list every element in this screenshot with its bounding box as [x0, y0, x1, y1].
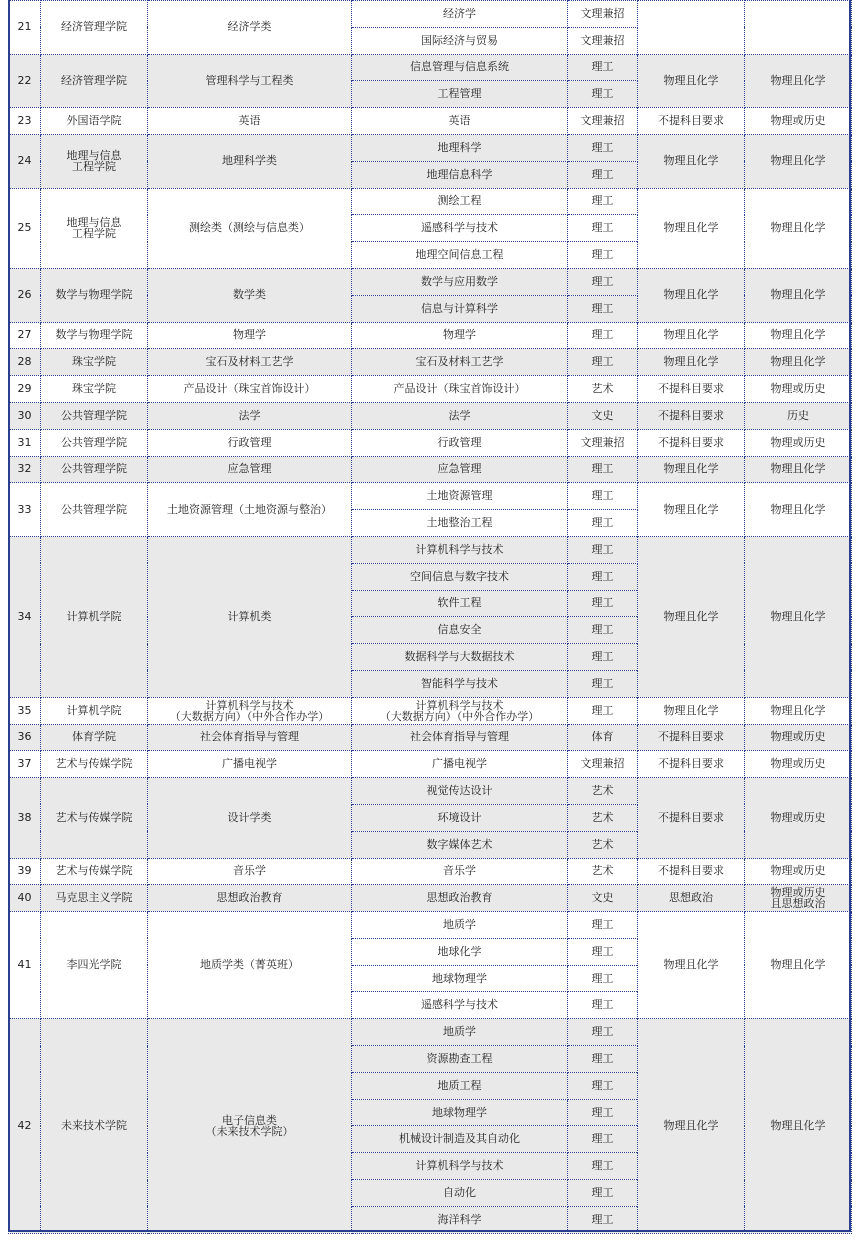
subject-requirement-alt-cell: 物理或历史	[745, 778, 852, 858]
college-cell: 数学与物理学院	[41, 268, 148, 322]
subject-type-cell: 理工	[568, 1099, 638, 1126]
row-number-cell: 36	[9, 724, 41, 751]
subject-type-cell: 理工	[568, 456, 638, 483]
subject-type-cell: 理工	[568, 1019, 638, 1046]
subject-requirement-cell: 物理且化学	[638, 322, 745, 349]
college-cell: 公共管理学院	[41, 402, 148, 429]
major-cell: 社会体育指导与管理	[352, 724, 568, 751]
subject-type-cell: 体育	[568, 724, 638, 751]
subject-requirement-alt-cell	[745, 1, 852, 55]
subject-requirement-cell: 物理且化学	[638, 54, 745, 108]
table-row	[9, 376, 852, 403]
college-cell: 公共管理学院	[41, 456, 148, 483]
major-cell: 地球化学	[352, 938, 568, 965]
row-number-cell: 26	[9, 268, 41, 322]
major-cell: 资源勘查工程	[352, 1046, 568, 1073]
table-row	[9, 536, 852, 563]
row-number-cell: 41	[9, 912, 41, 1019]
subject-requirement-cell: 不提科目要求	[638, 402, 745, 429]
subject-requirement-cell: 物理且化学	[638, 456, 745, 483]
table-row	[9, 54, 852, 81]
major-cell: 地球物理学	[352, 965, 568, 992]
subject-requirement-cell: 物理且化学	[638, 912, 745, 1019]
row-number-cell: 24	[9, 134, 41, 188]
category-cell: 思想政治教育	[148, 885, 352, 912]
major-cell: 地质学	[352, 1019, 568, 1046]
category-cell: 地质学类（菁英班）	[148, 912, 352, 1019]
subject-type-cell: 文理兼招	[568, 751, 638, 778]
subject-type-cell: 理工	[568, 268, 638, 295]
subject-requirement-cell	[638, 1, 745, 55]
enrollment-table-container	[8, 0, 851, 1234]
major-cell: 遥感科学与技术	[352, 992, 568, 1019]
major-cell: 土地资源管理	[352, 483, 568, 510]
subject-requirement-cell: 物理且化学	[638, 483, 745, 537]
major-cell: 遥感科学与技术	[352, 215, 568, 242]
subject-requirement-cell: 不提科目要求	[638, 724, 745, 751]
category-cell: 法学	[148, 402, 352, 429]
row-number-cell: 32	[9, 456, 41, 483]
subject-type-cell: 理工	[568, 161, 638, 188]
subject-type-cell: 理工	[568, 536, 638, 563]
subject-type-cell: 理工	[568, 188, 638, 215]
subject-requirement-alt-cell: 历史	[745, 402, 852, 429]
table-body	[9, 1, 852, 1234]
category-cell: 广播电视学	[148, 751, 352, 778]
table-right-border	[849, 0, 851, 1232]
college-cell: 马克思主义学院	[41, 885, 148, 912]
subject-type-cell: 文史	[568, 885, 638, 912]
category-cell: 产品设计（珠宝首饰设计）	[148, 376, 352, 403]
subject-type-cell: 理工	[568, 1072, 638, 1099]
major-cell: 应急管理	[352, 456, 568, 483]
subject-requirement-alt-cell: 物理且化学	[745, 54, 852, 108]
table-row	[9, 697, 852, 724]
subject-type-cell: 理工	[568, 1153, 638, 1180]
subject-type-cell: 理工	[568, 54, 638, 81]
category-cell: 应急管理	[148, 456, 352, 483]
subject-requirement-cell: 不提科目要求	[638, 108, 745, 135]
category-cell: 经济学类	[148, 1, 352, 55]
table-row	[9, 912, 852, 939]
row-number-cell: 42	[9, 1019, 41, 1233]
subject-type-cell: 理工	[568, 617, 638, 644]
subject-requirement-alt-cell: 物理或历史	[745, 724, 852, 751]
category-cell: 计算机科学与技术 （大数据方向）（中外合作办学）	[148, 697, 352, 724]
college-cell: 公共管理学院	[41, 483, 148, 537]
category-cell: 社会体育指导与管理	[148, 724, 352, 751]
major-cell: 测绘工程	[352, 188, 568, 215]
table-left-border	[8, 0, 10, 1232]
major-cell: 软件工程	[352, 590, 568, 617]
row-number-cell: 38	[9, 778, 41, 858]
row-number-cell: 39	[9, 858, 41, 885]
subject-type-cell: 文理兼招	[568, 108, 638, 135]
major-cell: 地质学	[352, 912, 568, 939]
category-cell: 音乐学	[148, 858, 352, 885]
subject-requirement-alt-cell: 物理且化学	[745, 697, 852, 724]
table-row	[9, 402, 852, 429]
major-cell: 视觉传达设计	[352, 778, 568, 805]
major-cell: 数学与应用数学	[352, 268, 568, 295]
category-cell: 数学类	[148, 268, 352, 322]
row-number-cell: 28	[9, 349, 41, 376]
subject-requirement-alt-cell: 物理或历史 且思想政治	[745, 885, 852, 912]
major-cell: 音乐学	[352, 858, 568, 885]
subject-type-cell: 理工	[568, 510, 638, 537]
row-number-cell: 23	[9, 108, 41, 135]
major-cell: 数据科学与大数据技术	[352, 644, 568, 671]
subject-requirement-alt-cell: 物理或历史	[745, 751, 852, 778]
major-cell: 行政管理	[352, 429, 568, 456]
category-cell: 测绘类（测绘与信息类）	[148, 188, 352, 268]
subject-type-cell: 艺术	[568, 376, 638, 403]
subject-requirement-cell: 物理且化学	[638, 1019, 745, 1233]
subject-requirement-alt-cell: 物理且化学	[745, 456, 852, 483]
subject-type-cell: 理工	[568, 215, 638, 242]
college-cell: 外国语学院	[41, 108, 148, 135]
major-cell: 广播电视学	[352, 751, 568, 778]
subject-requirement-alt-cell: 物理且化学	[745, 349, 852, 376]
subject-type-cell: 艺术	[568, 831, 638, 858]
category-cell: 物理学	[148, 322, 352, 349]
subject-type-cell: 艺术	[568, 778, 638, 805]
major-cell: 地理信息科学	[352, 161, 568, 188]
major-cell: 物理学	[352, 322, 568, 349]
category-cell: 地理科学类	[148, 134, 352, 188]
major-cell: 计算机科学与技术	[352, 1153, 568, 1180]
row-number-cell: 35	[9, 697, 41, 724]
category-cell: 设计学类	[148, 778, 352, 858]
subject-type-cell: 理工	[568, 81, 638, 108]
major-cell: 产品设计（珠宝首饰设计）	[352, 376, 568, 403]
subject-requirement-alt-cell: 物理或历史	[745, 858, 852, 885]
subject-requirement-alt-cell: 物理且化学	[745, 1019, 852, 1233]
subject-requirement-alt-cell: 物理且化学	[745, 268, 852, 322]
major-cell: 信息安全	[352, 617, 568, 644]
subject-requirement-alt-cell: 物理或历史	[745, 429, 852, 456]
subject-type-cell: 理工	[568, 912, 638, 939]
row-number-cell: 37	[9, 751, 41, 778]
subject-type-cell: 理工	[568, 670, 638, 697]
major-cell: 工程管理	[352, 81, 568, 108]
table-row	[9, 1019, 852, 1046]
college-cell: 公共管理学院	[41, 429, 148, 456]
subject-requirement-alt-cell: 物理或历史	[745, 108, 852, 135]
subject-requirement-cell: 物理且化学	[638, 536, 745, 697]
table-row	[9, 134, 852, 161]
category-cell: 土地资源管理（土地资源与整治）	[148, 483, 352, 537]
row-number-cell: 25	[9, 188, 41, 268]
subject-type-cell: 理工	[568, 295, 638, 322]
college-cell: 体育学院	[41, 724, 148, 751]
row-number-cell: 40	[9, 885, 41, 912]
table-row	[9, 188, 852, 215]
subject-type-cell: 理工	[568, 563, 638, 590]
row-number-cell: 29	[9, 376, 41, 403]
table-bottom-border	[8, 1230, 851, 1232]
college-cell: 艺术与传媒学院	[41, 858, 148, 885]
row-number-cell: 34	[9, 536, 41, 697]
enrollment-table	[8, 0, 852, 1234]
subject-requirement-cell: 不提科目要求	[638, 858, 745, 885]
table-row	[9, 322, 852, 349]
major-cell: 地质工程	[352, 1072, 568, 1099]
subject-type-cell: 理工	[568, 992, 638, 1019]
subject-requirement-alt-cell: 物理且化学	[745, 134, 852, 188]
major-cell: 数字媒体艺术	[352, 831, 568, 858]
major-cell: 宝石及材料工艺学	[352, 349, 568, 376]
category-cell: 英语	[148, 108, 352, 135]
major-cell: 智能科学与技术	[352, 670, 568, 697]
subject-type-cell: 理工	[568, 965, 638, 992]
subject-requirement-alt-cell: 物理且化学	[745, 912, 852, 1019]
college-cell: 计算机学院	[41, 697, 148, 724]
major-cell: 英语	[352, 108, 568, 135]
category-cell: 计算机类	[148, 536, 352, 697]
row-number-cell: 21	[9, 1, 41, 55]
category-cell: 行政管理	[148, 429, 352, 456]
subject-requirement-cell: 不提科目要求	[638, 778, 745, 858]
table-row	[9, 349, 852, 376]
subject-requirement-cell: 物理且化学	[638, 268, 745, 322]
subject-requirement-alt-cell: 物理且化学	[745, 322, 852, 349]
subject-requirement-cell: 物理且化学	[638, 349, 745, 376]
major-cell: 法学	[352, 402, 568, 429]
major-cell: 机械设计制造及其自动化	[352, 1126, 568, 1153]
row-number-cell: 31	[9, 429, 41, 456]
college-cell: 珠宝学院	[41, 376, 148, 403]
major-cell: 地理科学	[352, 134, 568, 161]
row-number-cell: 27	[9, 322, 41, 349]
college-cell: 地理与信息 工程学院	[41, 188, 148, 268]
category-cell: 宝石及材料工艺学	[148, 349, 352, 376]
subject-type-cell: 理工	[568, 938, 638, 965]
subject-requirement-cell: 不提科目要求	[638, 429, 745, 456]
subject-type-cell: 文理兼招	[568, 429, 638, 456]
subject-requirement-alt-cell: 物理或历史	[745, 376, 852, 403]
subject-type-cell: 理工	[568, 1180, 638, 1207]
major-cell: 经济学	[352, 1, 568, 28]
subject-type-cell: 理工	[568, 590, 638, 617]
subject-type-cell: 文理兼招	[568, 1, 638, 28]
college-cell: 经济管理学院	[41, 54, 148, 108]
major-cell: 国际经济与贸易	[352, 27, 568, 54]
college-cell: 珠宝学院	[41, 349, 148, 376]
major-cell: 自动化	[352, 1180, 568, 1207]
subject-type-cell: 理工	[568, 697, 638, 724]
subject-requirement-cell: 不提科目要求	[638, 751, 745, 778]
subject-requirement-cell: 物理且化学	[638, 697, 745, 724]
major-cell: 信息管理与信息系统	[352, 54, 568, 81]
subject-type-cell: 理工	[568, 1126, 638, 1153]
category-cell: 管理科学与工程类	[148, 54, 352, 108]
table-row	[9, 724, 852, 751]
college-cell: 计算机学院	[41, 536, 148, 697]
row-number-cell: 30	[9, 402, 41, 429]
subject-type-cell: 文史	[568, 402, 638, 429]
subject-type-cell: 理工	[568, 1206, 638, 1233]
subject-requirement-alt-cell: 物理且化学	[745, 483, 852, 537]
subject-requirement-alt-cell: 物理且化学	[745, 536, 852, 697]
major-cell: 环境设计	[352, 804, 568, 831]
major-cell: 空间信息与数字技术	[352, 563, 568, 590]
subject-type-cell: 艺术	[568, 804, 638, 831]
table-row	[9, 858, 852, 885]
subject-type-cell: 理工	[568, 1046, 638, 1073]
subject-type-cell: 艺术	[568, 858, 638, 885]
major-cell: 思想政治教育	[352, 885, 568, 912]
subject-requirement-cell: 不提科目要求	[638, 376, 745, 403]
table-row	[9, 429, 852, 456]
subject-type-cell: 理工	[568, 322, 638, 349]
college-cell: 经济管理学院	[41, 1, 148, 55]
subject-requirement-alt-cell: 物理且化学	[745, 188, 852, 268]
college-cell: 艺术与传媒学院	[41, 778, 148, 858]
category-cell: 电子信息类 （未来技术学院）	[148, 1019, 352, 1233]
subject-requirement-cell: 思想政治	[638, 885, 745, 912]
subject-type-cell: 文理兼招	[568, 27, 638, 54]
major-cell: 海洋科学	[352, 1206, 568, 1233]
table-row	[9, 268, 852, 295]
subject-type-cell: 理工	[568, 349, 638, 376]
major-cell: 地理空间信息工程	[352, 242, 568, 269]
subject-requirement-cell: 物理且化学	[638, 188, 745, 268]
college-cell: 数学与物理学院	[41, 322, 148, 349]
table-row	[9, 456, 852, 483]
college-cell: 地理与信息 工程学院	[41, 134, 148, 188]
table-row	[9, 751, 852, 778]
subject-requirement-cell: 物理且化学	[638, 134, 745, 188]
college-cell: 李四光学院	[41, 912, 148, 1019]
subject-type-cell: 理工	[568, 134, 638, 161]
college-cell: 未来技术学院	[41, 1019, 148, 1233]
major-cell: 地球物理学	[352, 1099, 568, 1126]
row-number-cell: 33	[9, 483, 41, 537]
table-row	[9, 483, 852, 510]
table-row	[9, 108, 852, 135]
table-row	[9, 885, 852, 912]
major-cell: 土地整治工程	[352, 510, 568, 537]
subject-type-cell: 理工	[568, 483, 638, 510]
subject-type-cell: 理工	[568, 644, 638, 671]
subject-type-cell: 理工	[568, 242, 638, 269]
major-cell: 信息与计算科学	[352, 295, 568, 322]
college-cell: 艺术与传媒学院	[41, 751, 148, 778]
table-row	[9, 1, 852, 28]
table-row	[9, 778, 852, 805]
major-cell: 计算机科学与技术 （大数据方向）（中外合作办学）	[352, 697, 568, 724]
major-cell: 计算机科学与技术	[352, 536, 568, 563]
row-number-cell: 22	[9, 54, 41, 108]
